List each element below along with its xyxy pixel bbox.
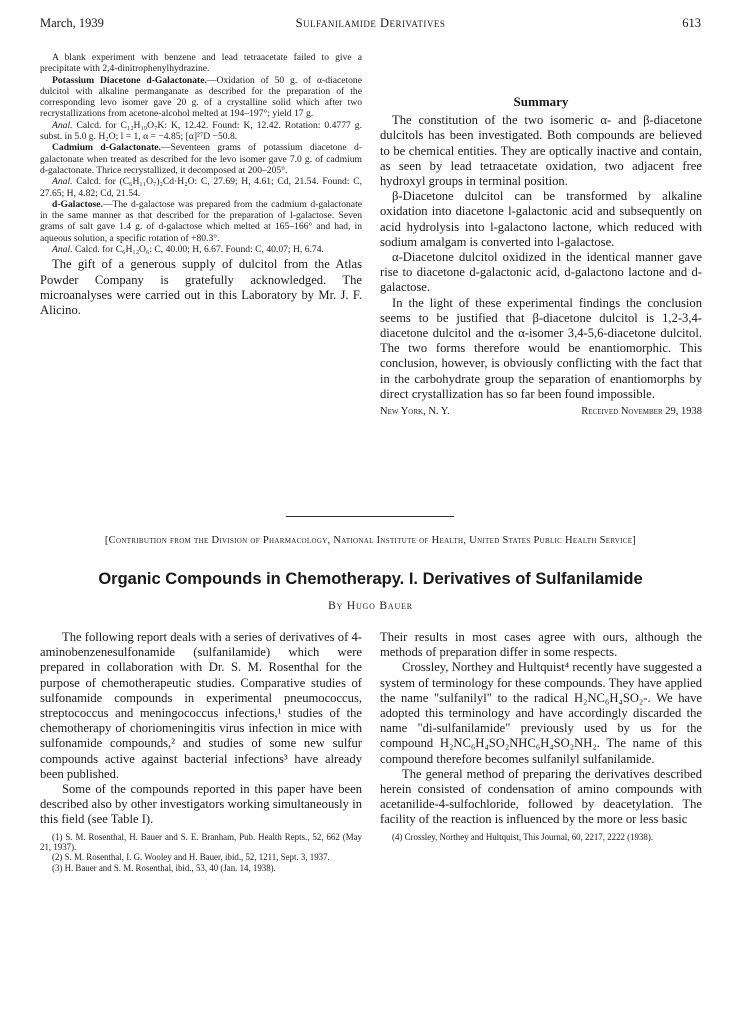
- acknowledgment-paragraph: The gift of a generous supply of dulcitol from the Atlas Powder Company is gratefully acknowledged. The microanalyses were carried out in this Laboratory by Mr. J. F. Alicino.: [40, 257, 362, 317]
- page-number: 613: [682, 16, 701, 30]
- top-left-column: [40, 52, 362, 318]
- cadmium-text: —Seventeen grams of potassium diacetone d-galactonate when treated as described for the levo isomer gave 7.0 g. of cadmium d-galactonate. Thrice recrystallized, it decomposed at 200–205°.: [40, 142, 362, 176]
- summary-paragraph-3: α-Diacetone dulcitol oxidized in the identical manner gave rise to diacetone d-galactonic acid, d-galactono lactone and d-galactose.: [380, 250, 702, 295]
- results-paragraph: Their results in most cases agree with ours, although the methods of preparation differ in some respects.: [380, 630, 702, 660]
- anal-label-1: Anal.: [52, 119, 73, 131]
- galactose-heading: d-Galactose.: [52, 198, 103, 210]
- summary-column: [380, 94, 702, 419]
- received-text: Received November 29, 1938: [581, 406, 702, 418]
- galactose-paragraph: [40, 199, 362, 244]
- summary-paragraph-4: In the light of these experimental findings the conclusion seems to be justified that β-diacetone dulcitol is 1,2-3,4-diacetone dulcitol and the α-isomer 3,4-5,6-diacetone dulcitol. The two forms therefore would be enantiomorphic. This conclusion, however, is obviously conflicting with the fact that in the carbohydrate group the separation of enantiomorphs by direct crystallization has so far been found impossible.: [380, 295, 702, 401]
- contribution-note: [Contribution from the Division of Pharmacology, National Institute of Health, United States Public Health Service]: [104, 535, 637, 546]
- summary-title: Summary: [513, 94, 569, 109]
- anal-label-3: Anal.: [52, 244, 73, 256]
- header-title: Sulfanilamide Derivatives: [295, 16, 446, 30]
- bottom-left-column: [40, 630, 362, 873]
- anal-text-1: Calcd. for C₁₂H₁₉O₇K: K, 12.42. Found: K, 12.42. Rotation: 0.4777 g. subst. in 5.0 g. H₂O; l = 1, α = −4.85; [α]²⁷D −50.8.: [40, 119, 362, 143]
- footnotes-right: [380, 832, 702, 842]
- running-header: [40, 16, 701, 34]
- blank-experiment-paragraph: A blank experiment with benzene and lead tetraacetate failed to give a precipitate with 2,4-dinitrophenylhydrazine.: [40, 52, 362, 75]
- summary-paragraph-1: The constitution of the two isomeric α- and β-diacetone dulcitols has been investigated. Both compounds are believed to be chemical entities. They are optically inactive and contain, as seen by lead tetraacetate oxidation, two adjacent free hydroxyl groups in terminal position.: [380, 113, 702, 189]
- potassium-text: —Oxidation of 50 g. of α-diacetone dulcitol with alkaline permanganate as described for the preparation of the corresponding levo isomer gave 20 g. of a crystalline solid which after two recrystallizations from acetone-alcohol melted at 194–197°; yield 17 g.: [40, 74, 362, 120]
- footnote-3: (3) H. Bauer and S. M. Rosenthal, ibid., 53, 40 (Jan. 14, 1938).: [52, 862, 276, 873]
- anal-text-2: Calcd. for (C₆H₁₁O₇)₂Cd·H₂O: C, 27.69; H, 4.61; Cd, 21.54. Found: C, 27.65; H, 4.82; Cd, 21.54.: [40, 176, 362, 199]
- cadmium-heading: Cadmium d-Galactonate.: [52, 142, 161, 154]
- method-paragraph: The general method of preparing the derivatives described herein consisted of condensation of amino compounds with acetanilide-4-sulfochloride, followed by deacetylation. The facility of the reaction is influenced by the more or less basic: [380, 766, 702, 827]
- intro-paragraph-1: The following report deals with a series of derivatives of 4-aminobenzenesulfonamide (sulfanilamide) which were prepared in collaboration with Dr. S. M. Rosenthal for the purpose of chemotherapeutic studies. Comparative studies of sulfonamide compounds in experimental pneumococcus, streptococcus and meningococcus infections,¹ studies of the chemotherapy of choriomeningitis virus infection in mice with sulfonamide compounds,² and studies of some new sulfur compounds active against bacterial infections³ have already been published.: [40, 630, 362, 781]
- anal-label-2: Anal.: [52, 176, 73, 188]
- anal-paragraph-1: [40, 120, 362, 143]
- intro-paragraph-2: Some of the compounds reported in this paper have been described also by other investigators working simultaneously in this field (see Table I).: [40, 782, 362, 827]
- anal-paragraph-3: [40, 244, 362, 255]
- anal-paragraph-2: [40, 176, 362, 199]
- header-date: March, 1939: [40, 16, 104, 30]
- article-title: Organic Compounds in Chemotherapy. I. Derivatives of Sulfanilamide: [98, 570, 643, 588]
- terminology-paragraph: Crossley, Northey and Hultquist⁴ recently have suggested a system of terminology for these compounds. They have applied the name "sulfanilyl" to the radical H₂NC₆H₄SO₂-. We have adopted this terminology and have accordingly discarded the name "di-sulfanilamide" previously used by us for the compound H₂NC₆H₄SO₂NHC₆H₄SO₂NH₂. The name of this compound therefore becomes sulfanilyl sulfanilamide.: [380, 660, 702, 766]
- footnotes-left: [40, 832, 362, 874]
- footnote-4: (4) Crossley, Northey and Hultquist, This Journal, 60, 2217, 2222 (1938).: [392, 831, 654, 842]
- cadmium-paragraph: [40, 142, 362, 176]
- potassium-paragraph: [40, 75, 362, 120]
- section-divider: [286, 516, 454, 517]
- galactose-text: —The d-galactose was prepared from the cadmium d-galactonate in the same manner as that described for the preparation of l-galactose. Seven grams of salt gave 1.4 g. of d-galactose which melted at 165–166° and had, in aqueous solution, a specific rotation of +80.3°.: [40, 198, 362, 244]
- place-text: New York, N. Y.: [380, 406, 450, 418]
- footnote-2: (2) S. M. Rosenthal, I. G. Wooley and H. Bauer, ibid., 52, 1211, Sept. 3, 1937.: [52, 852, 330, 863]
- signature-line: [380, 404, 702, 419]
- author-byline: By Hugo Bauer: [328, 600, 413, 612]
- summary-paragraph-2: β-Diacetone dulcitol can be transformed by alkaline oxidation into diacetone l-galactonic acid and subsequently on acid hydrolysis into l-galactono lactone, which reduced with sodium amalgam is converted into l-galactose.: [380, 189, 702, 249]
- footnote-1: (1) S. M. Rosenthal, H. Bauer and S. E. Branham, Pub. Health Repts., 52, 662 (May 21, 1937).: [40, 831, 362, 853]
- potassium-heading: Potassium Diacetone d-Galactonate.: [52, 74, 207, 86]
- anal-text-3: Calcd. for C₆H₁₂O₆: C, 40.00; H, 6.67. Found: C, 40.07; H, 6.74.: [74, 244, 324, 256]
- bottom-right-column: [380, 630, 702, 842]
